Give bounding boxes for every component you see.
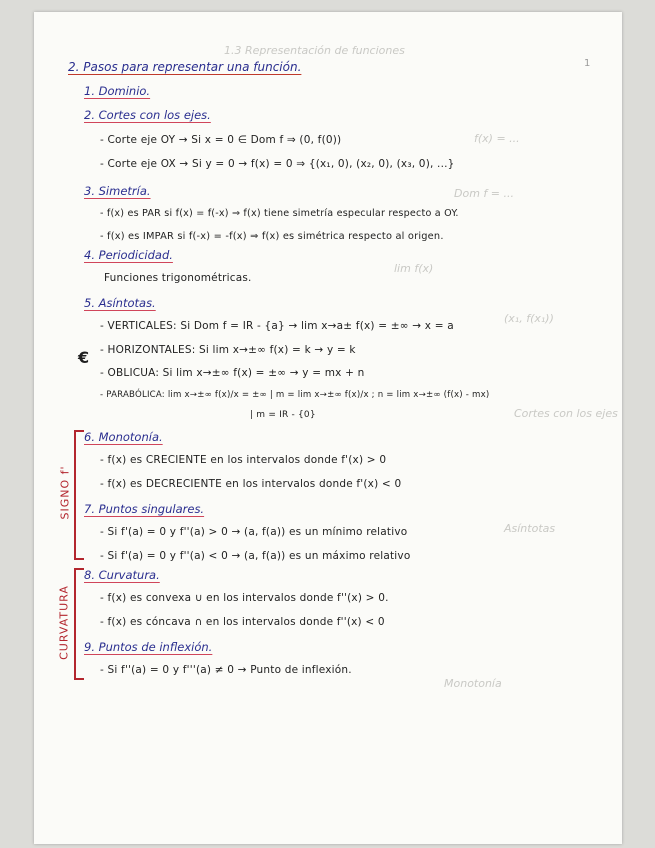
euro-mark: € bbox=[78, 348, 90, 367]
asintota-vertical-line: - VERTICALES: Si Dom f = IR - {a} → lim x→a± f(x) = ±∞ → x = a bbox=[100, 320, 454, 332]
ghost-text: Asíntotas bbox=[504, 522, 556, 535]
simetria-par-line: - f(x) es PAR si f(x) = f(-x) ⇒ f(x) tiene simetría especular respecto a OY. bbox=[100, 208, 459, 219]
page-number: 1 bbox=[584, 58, 591, 69]
decreciente-line: - f(x) es DECRECIENTE en los intervalos donde f'(x) < 0 bbox=[100, 478, 402, 490]
asintota-oblicua-line: - OBLICUA: Si lim x→±∞ f(x) = ±∞ → y = mx + n bbox=[100, 367, 365, 379]
step-curvatura: 8. Curvatura. bbox=[84, 568, 160, 582]
convexa-line: - f(x) es convexa ∪ en los intervalos donde f''(x) > 0. bbox=[100, 592, 389, 604]
signo-bracket bbox=[74, 430, 84, 560]
corte-ox-line: - Corte eje OX → Si y = 0 → f(x) = 0 ⇒ {(x₁, 0), (x₂, 0), (x₃, 0), ...} bbox=[100, 158, 455, 170]
step-inflexion: 9. Puntos de inflexión. bbox=[84, 640, 213, 654]
curvatura-bracket bbox=[74, 568, 84, 680]
ghost-text: Dom f = ... bbox=[454, 187, 514, 200]
concava-line: - f(x) es cóncava ∩ en los intervalos donde f''(x) < 0 bbox=[100, 616, 385, 628]
asintota-horizontal-line: - HORIZONTALES: Si lim x→±∞ f(x) = k → y = k bbox=[100, 344, 356, 356]
notebook-page bbox=[34, 12, 622, 844]
corte-oy-line: - Corte eje OY → Si x = 0 ∈ Dom f ⇒ (0, f(0)) bbox=[100, 134, 342, 146]
asintota-parabolica-m-line: | m = IR - {0} bbox=[250, 410, 316, 420]
ghost-text: f(x) = ... bbox=[474, 132, 520, 145]
signo-label: SIGNO f' bbox=[58, 465, 72, 520]
asintota-parabolica-line: - PARABÓLICA: lim x→±∞ f(x)/x = ±∞ | m = lim x→±∞ f(x)/x ; n = lim x→±∞ (f(x) - mx) bbox=[100, 390, 490, 400]
creciente-line: - f(x) es CRECIENTE en los intervalos donde f'(x) > 0 bbox=[100, 454, 387, 466]
curvatura-label: CURVATURA bbox=[57, 585, 71, 660]
ghost-text: lim f(x) bbox=[394, 262, 434, 275]
maximo-line: - Si f'(a) = 0 y f''(a) < 0 → (a, f(a)) es un máximo relativo bbox=[100, 550, 411, 562]
simetria-impar-line: - f(x) es IMPAR si f(-x) = -f(x) ⇒ f(x) es simétrica respecto al origen. bbox=[100, 231, 444, 242]
step-asintotas: 5. Asíntotas. bbox=[84, 296, 156, 310]
ghost-text: Cortes con los ejes bbox=[514, 407, 618, 420]
periodicidad-line: Funciones trigonométricas. bbox=[104, 272, 252, 284]
minimo-line: - Si f'(a) = 0 y f''(a) > 0 → (a, f(a)) es un mínimo relativo bbox=[100, 526, 408, 538]
ghost-text: (x₁, f(x₁)) bbox=[504, 312, 554, 325]
step-monotonia: 6. Monotonía. bbox=[84, 430, 163, 444]
inflexion-line: - Si f''(a) = 0 y f'''(a) ≠ 0 → Punto de inflexión. bbox=[100, 664, 352, 676]
page-title: 2. Pasos para representar una función. bbox=[68, 60, 302, 74]
step-periodicidad: 4. Periodicidad. bbox=[84, 248, 173, 262]
step-cortes: 2. Cortes con los ejes. bbox=[84, 108, 211, 122]
step-simetria: 3. Simetría. bbox=[84, 184, 151, 198]
step-puntos-singulares: 7. Puntos singulares. bbox=[84, 502, 205, 516]
ghost-text: 1.3 Representación de funciones bbox=[224, 44, 405, 57]
ghost-text: Monotonía bbox=[444, 677, 502, 690]
step-dominio: 1. Dominio. bbox=[84, 84, 151, 98]
